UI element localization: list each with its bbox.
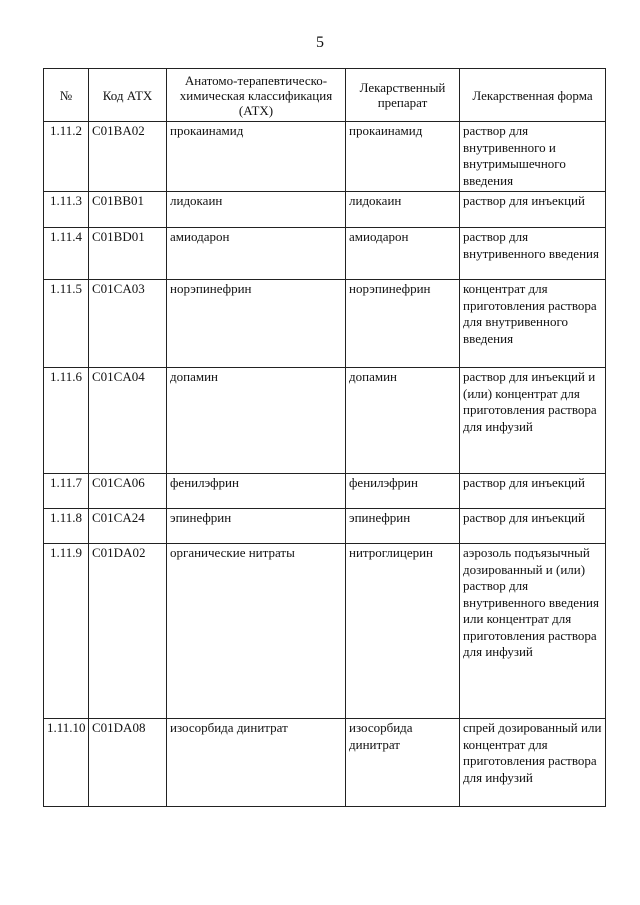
dosage-form: раствор для инъекций [460, 192, 606, 228]
dosage-form: раствор для инъекций [460, 474, 606, 509]
drug-name: фенилэфрин [346, 474, 460, 509]
table-row [44, 228, 606, 280]
dosage-form: спрей дозированный или концентрат для приготовления раствора для инфузий [460, 719, 606, 807]
table-row [44, 474, 606, 509]
dosage-form: раствор для инъекций и (или) концентрат для приготовления раствора для инфузий [460, 368, 606, 474]
header-num: № [44, 69, 89, 122]
drug-name: допамин [346, 368, 460, 474]
atx-code: C01BB01 [89, 192, 167, 228]
table-row [44, 192, 606, 228]
table-row [44, 719, 606, 807]
atx-code: C01DA08 [89, 719, 167, 807]
row-number: 1.11.7 [44, 474, 89, 509]
table-row [44, 368, 606, 474]
atx-code: C01CA24 [89, 509, 167, 544]
table-row [44, 509, 606, 544]
row-number: 1.11.4 [44, 228, 89, 280]
atx-classification: амиодарон [167, 228, 346, 280]
drug-name: прокаинамид [346, 122, 460, 192]
header-code: Код АТХ [89, 69, 167, 122]
atx-code: C01CA04 [89, 368, 167, 474]
drug-name: изосорбида динитрат [346, 719, 460, 807]
dosage-form: раствор для внутривенного введения [460, 228, 606, 280]
drug-name: эпинефрин [346, 509, 460, 544]
dosage-form: раствор для инъекций [460, 509, 606, 544]
row-number: 1.11.3 [44, 192, 89, 228]
drug-name: норэпинефрин [346, 280, 460, 368]
drug-name: нитроглицерин [346, 544, 460, 719]
row-number: 1.11.2 [44, 122, 89, 192]
dosage-form: концентрат для приготовления раствора для внутривенного введения [460, 280, 606, 368]
row-number: 1.11.5 [44, 280, 89, 368]
dosage-form: раствор для внутривенного и внутримышечного введения [460, 122, 606, 192]
table-row [44, 280, 606, 368]
dosage-form: аэрозоль подъязычный дозированный и (или) раствор для внутривенного введения или концентрат для приготовления раствора для инфузий [460, 544, 606, 719]
atx-classification: лидокаин [167, 192, 346, 228]
atx-drug-table [43, 68, 606, 807]
atx-classification: норэпинефрин [167, 280, 346, 368]
table-header-row [44, 69, 606, 122]
row-number: 1.11.6 [44, 368, 89, 474]
atx-code: C01CA06 [89, 474, 167, 509]
drug-name: амиодарон [346, 228, 460, 280]
atx-classification: изосорбида динитрат [167, 719, 346, 807]
atx-code: C01BD01 [89, 228, 167, 280]
row-number: 1.11.8 [44, 509, 89, 544]
atx-classification: допамин [167, 368, 346, 474]
atx-classification: фенилэфрин [167, 474, 346, 509]
atx-code: C01BA02 [89, 122, 167, 192]
table-row [44, 122, 606, 192]
header-drug: Лекарственный препарат [346, 69, 460, 122]
drug-name: лидокаин [346, 192, 460, 228]
header-classification: Анатомо-терапевтическо-химическая классификация (АТХ) [167, 69, 346, 122]
header-form: Лекарственная форма [460, 69, 606, 122]
atx-classification: эпинефрин [167, 509, 346, 544]
atx-classification: прокаинамид [167, 122, 346, 192]
atx-classification: органические нитраты [167, 544, 346, 719]
row-number: 1.11.9 [44, 544, 89, 719]
row-number: 1.11.10 [44, 719, 89, 807]
atx-code: C01DA02 [89, 544, 167, 719]
page-number: 5 [316, 34, 324, 51]
table-row [44, 544, 606, 719]
atx-code: C01CA03 [89, 280, 167, 368]
